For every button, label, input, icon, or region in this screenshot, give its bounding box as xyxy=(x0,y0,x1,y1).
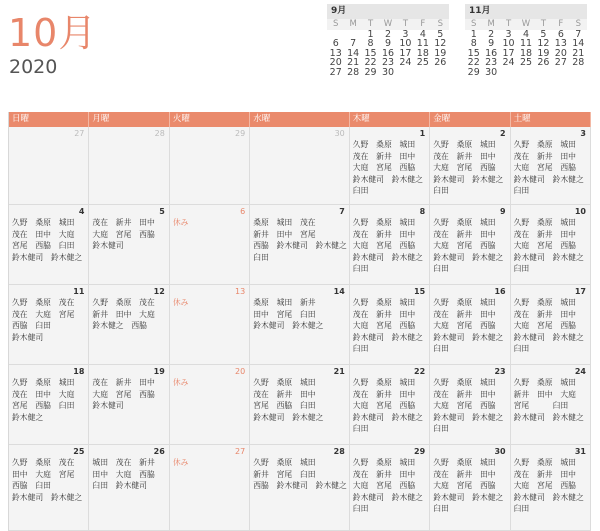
mini-calendar-day[interactable]: 26 xyxy=(537,57,550,69)
mini-calendar-day[interactable]: 11 xyxy=(416,38,429,50)
day-cell[interactable] xyxy=(9,205,89,285)
event-line[interactable]: 久野 桑原 城田 xyxy=(352,458,416,467)
event-line[interactable]: 大庭 宮尾 西脇 xyxy=(352,163,416,173)
event-line[interactable]: 宮尾 西脇 臼田 xyxy=(12,241,75,251)
event-line[interactable]: 久野 桑原 城田 xyxy=(433,458,496,467)
event-line[interactable]: 鈴木健司 鈴木健之 xyxy=(513,412,584,422)
mini-calendar-day[interactable]: 7 xyxy=(350,38,357,50)
event-line[interactable]: 鈴木健司 鈴木健之 xyxy=(253,412,324,422)
day-number: 26 xyxy=(153,447,165,456)
mini-calendar-day[interactable]: 28 xyxy=(572,57,585,69)
event-line[interactable]: 臼田 xyxy=(352,424,369,434)
day-number: 30 xyxy=(334,129,345,138)
day-cell[interactable] xyxy=(250,285,350,365)
mini-calendar-day[interactable]: 6 xyxy=(332,38,339,50)
mini-calendar-day xyxy=(500,68,517,78)
day-number: 27 xyxy=(74,129,85,138)
event-line[interactable]: 新井 宮尾 臼田 xyxy=(253,469,316,479)
event-line[interactable]: 鈴木健司 鈴木健之 xyxy=(12,252,83,262)
event-line[interactable]: 鈴木健司 鈴木健之 xyxy=(513,174,584,184)
day-cell[interactable] xyxy=(250,205,350,285)
event-line[interactable]: 大庭 宮尾 西脇 xyxy=(92,229,155,239)
holiday-label[interactable]: 休み xyxy=(172,458,189,467)
day-number: 4 xyxy=(78,207,85,216)
event-line[interactable]: 久野 桑原 城田 xyxy=(12,218,75,227)
day-number: 28 xyxy=(333,447,345,456)
mini-calendar-day[interactable]: 26 xyxy=(434,57,447,69)
event-line[interactable]: 桑原 城田 新井 xyxy=(253,298,316,307)
event-line[interactable]: 鈴木健司 鈴木健之 xyxy=(352,174,423,184)
day-number: 24 xyxy=(574,367,586,376)
mini-calendar-day[interactable]: 17 xyxy=(399,47,412,59)
event-line[interactable]: 茂在 田中 大庭 xyxy=(12,389,75,399)
mini-calendar-grid xyxy=(465,19,587,77)
mini-calendar-day xyxy=(570,68,587,78)
day-cell[interactable] xyxy=(89,205,169,285)
holiday-label[interactable]: 休み xyxy=(172,298,189,307)
day-number: 25 xyxy=(73,447,85,456)
mini-calendar-grid xyxy=(327,19,449,77)
event-line[interactable]: 臼田 xyxy=(433,504,449,514)
day-number: 8 xyxy=(419,207,426,216)
event-line[interactable]: 鈴木健之 xyxy=(12,412,44,422)
day-number: 22 xyxy=(414,367,426,376)
mini-calendar-day xyxy=(432,68,449,78)
event-line[interactable]: 新井 田中 宮尾 xyxy=(253,229,316,239)
day-number: 23 xyxy=(494,367,506,376)
day-cell[interactable] xyxy=(430,365,510,445)
mini-calendar-day[interactable]: 19 xyxy=(434,47,447,59)
event-line[interactable]: 茂在 新井 田中 xyxy=(92,378,155,387)
event-line[interactable]: 久野 桑原 城田 xyxy=(12,378,75,387)
mini-calendar-label: 11月 xyxy=(465,4,587,19)
event-line[interactable]: 西脇 鈴木健司 鈴木健之 xyxy=(253,241,347,251)
event-line[interactable]: 茂在 大庭 宮尾 xyxy=(12,309,75,319)
event-line[interactable]: 臼田 xyxy=(253,252,269,262)
month-title: 10月 xyxy=(8,11,98,55)
event-line[interactable]: 久野 桑原 城田 xyxy=(433,140,496,149)
mini-calendar-day[interactable]: 29 xyxy=(364,66,377,78)
weekday-header: 木曜 xyxy=(350,112,430,127)
mini-calendar-day[interactable]: 4 xyxy=(419,28,426,40)
event-line[interactable]: 茂在 新井 田中 xyxy=(513,469,576,479)
event-line[interactable]: 鈴木健司 鈴木健之 xyxy=(253,321,324,331)
event-line[interactable]: 鈴木健司 鈴木健之 xyxy=(433,492,504,502)
day-cell[interactable] xyxy=(89,127,169,205)
event-line[interactable]: 鈴木健司 鈴木健之 xyxy=(513,332,584,342)
mini-calendar-day[interactable]: 17 xyxy=(502,47,515,59)
weekday-header: 火曜 xyxy=(170,112,250,127)
mini-calendar-day[interactable]: 30 xyxy=(485,66,498,78)
event-line[interactable]: 大庭 宮尾 西脇 xyxy=(433,481,496,491)
mini-calendar-day[interactable]: 25 xyxy=(519,57,533,69)
mini-calendar-1[interactable] xyxy=(465,4,587,77)
mini-calendar-label: 9月 xyxy=(327,4,449,19)
mini-calendar-day[interactable]: 27 xyxy=(554,57,567,69)
mini-calendar-weekday: S xyxy=(327,19,344,30)
event-line[interactable]: 臼田 xyxy=(352,504,369,514)
day-number: 7 xyxy=(339,207,345,216)
event-line[interactable]: 鈴木健司 鈴木健之 xyxy=(352,252,423,262)
event-line[interactable]: 茂在 田中 大庭 xyxy=(12,229,75,239)
event-line[interactable]: 鈴木健司 xyxy=(92,241,124,251)
day-number: 16 xyxy=(494,287,506,296)
mini-calendar-weekday: S xyxy=(465,19,482,30)
event-line[interactable]: 臼田 xyxy=(513,264,530,274)
mini-calendar-day[interactable]: 13 xyxy=(554,38,567,50)
event-line[interactable]: 大庭 宮尾 西脇 xyxy=(513,241,576,251)
event-line[interactable]: 鈴木健司 鈴木健之 xyxy=(513,252,584,262)
day-cell[interactable] xyxy=(350,445,430,531)
mini-calendar-day[interactable]: 2 xyxy=(488,28,495,40)
mini-calendar-day[interactable]: 18 xyxy=(519,47,533,59)
day-cell[interactable] xyxy=(250,445,350,531)
event-line[interactable]: 大庭 宮尾 西脇 xyxy=(513,163,576,173)
mini-calendar-day xyxy=(397,68,414,78)
day-number: 28 xyxy=(154,129,165,138)
mini-calendar-day[interactable]: 20 xyxy=(554,47,567,59)
event-line[interactable]: 久野 桑原 城田 xyxy=(253,378,316,387)
event-line[interactable]: 鈴木健司 鈴木健之 xyxy=(513,492,584,502)
event-line[interactable]: 宮尾 西脇 臼田 xyxy=(253,401,316,411)
mini-calendar-day[interactable]: 12 xyxy=(537,38,550,50)
day-number: 19 xyxy=(153,367,165,376)
holiday-label[interactable]: 休み xyxy=(172,378,189,387)
event-line[interactable]: 大庭 宮尾 西脇 xyxy=(433,163,496,173)
event-line[interactable]: 鈴木健司 鈴木健之 xyxy=(12,492,83,502)
mini-calendar-day[interactable]: 23 xyxy=(485,57,498,69)
event-line[interactable]: 久野 桑原 城田 xyxy=(513,458,576,467)
day-cell[interactable] xyxy=(170,445,250,531)
mini-calendar-day xyxy=(535,68,552,78)
day-number: 13 xyxy=(235,287,246,296)
event-line[interactable]: 茂在 新井 田中 xyxy=(352,151,416,161)
event-line[interactable]: 久野 桑原 城田 xyxy=(433,298,496,307)
mini-calendar-0[interactable] xyxy=(327,4,449,77)
event-line[interactable]: 大庭 宮尾 西脇 xyxy=(433,401,496,411)
event-line[interactable]: 大庭 宮尾 西脇 xyxy=(433,241,496,251)
event-line[interactable]: 臼田 xyxy=(352,264,369,274)
day-cell[interactable] xyxy=(430,445,510,531)
event-line[interactable]: 鈴木健司 鈴木健之 xyxy=(352,412,423,422)
event-line[interactable]: 茂在 新井 田中 xyxy=(433,389,496,399)
mini-calendar-day[interactable]: 9 xyxy=(384,38,392,50)
day-cell[interactable] xyxy=(511,445,591,531)
mini-calendar-day[interactable]: 6 xyxy=(557,28,564,40)
event-line[interactable]: 久野 桑原 城田 xyxy=(253,458,316,467)
day-number: 1 xyxy=(419,129,426,138)
event-line[interactable]: 大庭 宮尾 西脇 xyxy=(352,401,416,411)
day-cell[interactable] xyxy=(350,127,430,205)
day-number: 14 xyxy=(333,287,345,296)
mini-calendar-weekday: M xyxy=(482,19,499,30)
mini-calendar-day xyxy=(552,68,569,78)
mini-calendar-day[interactable]: 27 xyxy=(329,66,342,78)
mini-calendar-day[interactable]: 3 xyxy=(402,28,409,40)
mini-calendar-weekday: S xyxy=(570,19,587,30)
event-line[interactable]: 大庭 宮尾 西脇 xyxy=(352,241,416,251)
mini-calendar-weekday: M xyxy=(344,19,361,30)
weekday-header: 金曜 xyxy=(430,112,510,127)
event-line[interactable]: 茂在 新井 田中 xyxy=(513,151,576,161)
event-line[interactable]: 鈴木健司 鈴木健之 xyxy=(433,332,504,342)
event-line[interactable]: 田中 大庭 西脇 xyxy=(92,469,155,479)
event-line[interactable]: 臼田 xyxy=(513,186,530,196)
mini-calendar-day[interactable]: 3 xyxy=(505,28,512,40)
mini-calendar-day[interactable]: 16 xyxy=(381,47,395,59)
event-line[interactable]: 久野 桑原 城田 xyxy=(513,378,576,387)
day-cell[interactable] xyxy=(9,127,89,205)
day-cell[interactable] xyxy=(430,205,510,285)
mini-calendar-day[interactable]: 7 xyxy=(575,28,582,40)
day-number: 18 xyxy=(73,367,85,376)
mini-calendar-day[interactable]: 29 xyxy=(467,66,480,78)
event-line[interactable]: 新井 田中 大庭 xyxy=(513,389,576,399)
day-cell[interactable] xyxy=(511,365,591,445)
mini-calendar-weekday: F xyxy=(552,19,569,30)
day-cell[interactable] xyxy=(89,285,169,365)
month-calendar-grid xyxy=(8,112,591,531)
mini-calendar-day[interactable]: 22 xyxy=(364,57,377,69)
event-line[interactable]: 久野 桑原 城田 xyxy=(513,218,576,227)
mini-calendar-day[interactable]: 16 xyxy=(485,47,498,59)
day-cell[interactable] xyxy=(350,205,430,285)
event-line[interactable]: 茂在 新井 田中 xyxy=(352,389,416,399)
event-line[interactable]: 鈴木健司 xyxy=(12,332,44,342)
mini-calendar-weekday: T xyxy=(535,19,552,30)
mini-calendar-day[interactable]: 15 xyxy=(467,47,480,59)
mini-calendar-weekday: F xyxy=(414,19,431,30)
event-line[interactable]: 久野 桑原 城田 xyxy=(513,140,576,149)
event-line[interactable]: 田中 大庭 宮尾 xyxy=(12,469,75,479)
event-line[interactable]: 臼田 鈴木健司 xyxy=(92,481,147,491)
event-line[interactable]: 新井 田中 大庭 xyxy=(92,309,155,319)
mini-calendar-day[interactable]: 30 xyxy=(381,66,395,78)
event-line[interactable]: 大庭 宮尾 西脇 xyxy=(352,321,416,331)
day-cell[interactable] xyxy=(250,127,350,205)
day-cell[interactable] xyxy=(89,365,169,445)
event-line[interactable]: 臼田 xyxy=(513,344,530,354)
holiday-label[interactable]: 休み xyxy=(172,218,189,227)
mini-calendar-day[interactable]: 1 xyxy=(470,28,477,40)
mini-calendar-day[interactable]: 10 xyxy=(399,38,412,50)
event-line[interactable]: 久野 桑原 城田 xyxy=(352,378,416,387)
mini-calendar-weekday: S xyxy=(432,19,449,30)
event-line[interactable]: 茂在 新井 田中 xyxy=(253,389,316,399)
event-line[interactable]: 茂在 新井 田中 xyxy=(352,309,416,319)
weekday-header: 土曜 xyxy=(511,112,591,127)
event-line[interactable]: 久野 桑原 城田 xyxy=(433,378,496,387)
day-number: 17 xyxy=(574,287,586,296)
day-cell[interactable] xyxy=(250,365,350,445)
mini-calendar-day[interactable]: 14 xyxy=(347,47,360,59)
day-cell[interactable] xyxy=(430,127,510,205)
event-line[interactable]: 田中 宮尾 臼田 xyxy=(253,309,316,319)
event-line[interactable]: 鈴木健司 鈴木健之 xyxy=(433,174,504,184)
event-line[interactable]: 臼田 xyxy=(352,186,369,196)
mini-calendar-day[interactable]: 2 xyxy=(384,28,392,40)
mini-calendar-day[interactable]: 14 xyxy=(572,38,585,50)
event-line[interactable]: 茂在 新井 田中 xyxy=(433,309,496,319)
mini-calendar-day[interactable]: 20 xyxy=(329,57,342,69)
event-line[interactable]: 久野 桑原 茂在 xyxy=(12,298,75,307)
event-line[interactable]: 鈴木健司 鈴木健之 xyxy=(433,412,504,422)
day-cell[interactable] xyxy=(89,445,169,531)
day-number: 9 xyxy=(500,207,506,216)
event-line[interactable]: 茂在 新井 田中 xyxy=(513,229,576,239)
mini-calendar-day[interactable]: 5 xyxy=(437,28,444,40)
mini-calendar-day[interactable]: 25 xyxy=(416,57,429,69)
event-line[interactable]: 西脇 鈴木健司 鈴木健之 xyxy=(253,481,347,491)
event-line[interactable]: 鈴木健司 xyxy=(92,401,124,411)
mini-calendar-day xyxy=(517,68,534,78)
event-line[interactable]: 大庭 宮尾 西脇 xyxy=(433,321,496,331)
event-line[interactable]: 鈴木健司 鈴木健之 xyxy=(352,492,423,502)
day-cell[interactable] xyxy=(170,205,250,285)
event-line[interactable]: 久野 桑原 城田 xyxy=(352,298,416,307)
event-line[interactable]: 茂在 新井 田中 xyxy=(352,229,416,239)
event-line[interactable]: 大庭 宮尾 西脇 xyxy=(92,389,155,399)
day-cell[interactable] xyxy=(9,365,89,445)
day-number: 5 xyxy=(159,207,165,216)
event-line[interactable]: 臼田 xyxy=(433,186,449,196)
weekday-header: 日曜 xyxy=(9,112,89,127)
mini-calendar-day[interactable]: 1 xyxy=(367,28,374,40)
event-line[interactable]: 臼田 xyxy=(433,344,449,354)
mini-calendar-day[interactable]: 8 xyxy=(367,38,374,50)
day-cell[interactable] xyxy=(170,365,250,445)
mini-calendar-day[interactable]: 8 xyxy=(470,38,477,50)
mini-calendar-day[interactable]: 10 xyxy=(502,38,515,50)
mini-calendar-day[interactable]: 23 xyxy=(381,57,395,69)
event-line[interactable]: 久野 桑原 茂在 xyxy=(92,298,155,307)
day-cell[interactable] xyxy=(511,205,591,285)
day-number: 6 xyxy=(240,207,246,216)
event-line[interactable]: 鈴木健之 西脇 xyxy=(92,321,147,331)
event-line[interactable]: 大庭 宮尾 西脇 xyxy=(352,481,416,491)
day-number: 12 xyxy=(153,287,165,296)
mini-calendar-day[interactable]: 4 xyxy=(522,28,530,40)
mini-calendar-weekday: T xyxy=(362,19,379,30)
event-line[interactable]: 大庭 宮尾 西脇 xyxy=(513,321,576,331)
mini-calendar-day[interactable]: 9 xyxy=(488,38,495,50)
mini-calendar-day[interactable]: 24 xyxy=(399,57,412,69)
mini-calendar-day[interactable]: 22 xyxy=(467,57,480,69)
event-line[interactable]: 鈴木健司 鈴木健之 xyxy=(433,252,504,262)
event-line[interactable]: 茂在 新井 田中 xyxy=(433,151,496,161)
mini-calendar-day[interactable]: 21 xyxy=(347,57,360,69)
event-line[interactable]: 臼田 xyxy=(513,504,530,514)
event-line[interactable]: 久野 桑原 城田 xyxy=(433,218,496,227)
day-cell[interactable] xyxy=(511,285,591,365)
event-line[interactable]: 城田 茂在 新井 xyxy=(92,458,155,467)
event-line[interactable]: 茂在 新井 田中 xyxy=(513,309,576,319)
mini-calendar-weekday: T xyxy=(500,19,517,30)
mini-calendar-day[interactable]: 15 xyxy=(364,47,377,59)
event-line[interactable]: 久野 桑原 茂在 xyxy=(12,458,75,467)
event-line[interactable]: 久野 桑原 城田 xyxy=(352,218,416,227)
mini-calendar-day[interactable]: 21 xyxy=(572,47,585,59)
day-cell[interactable] xyxy=(9,285,89,365)
mini-calendar-day[interactable]: 24 xyxy=(502,57,515,69)
event-line[interactable]: 西脇 臼田 xyxy=(12,481,51,491)
weekday-header: 月曜 xyxy=(89,112,169,127)
mini-calendar-day[interactable]: 18 xyxy=(416,47,429,59)
day-cell[interactable] xyxy=(350,285,430,365)
mini-calendar-day[interactable]: 11 xyxy=(519,38,533,50)
day-cell[interactable] xyxy=(350,365,430,445)
mini-calendar-weekday: W xyxy=(379,19,396,30)
day-number: 21 xyxy=(333,367,345,376)
day-number: 29 xyxy=(414,447,426,456)
mini-calendar-day[interactable]: 13 xyxy=(329,47,342,59)
day-number: 29 xyxy=(235,129,246,138)
event-line[interactable]: 茂在 新井 田中 xyxy=(433,469,496,479)
mini-calendar-day xyxy=(414,68,431,78)
day-number: 31 xyxy=(574,447,586,456)
day-number: 27 xyxy=(235,447,246,456)
event-line[interactable]: 茂在 新井 田中 xyxy=(352,469,416,479)
event-line[interactable]: 久野 桑原 城田 xyxy=(513,298,576,307)
day-cell[interactable] xyxy=(170,127,250,205)
day-cell[interactable] xyxy=(511,127,591,205)
year-title: 2020 xyxy=(9,56,58,78)
mini-calendar-day[interactable]: 28 xyxy=(347,66,360,78)
event-line[interactable]: 茂在 新井 田中 xyxy=(92,218,155,227)
event-line[interactable]: 西脇 臼田 xyxy=(12,321,51,331)
day-number: 10 xyxy=(574,207,586,216)
mini-calendar-day[interactable]: 12 xyxy=(434,38,447,50)
day-number: 2 xyxy=(500,129,506,138)
day-number: 20 xyxy=(235,367,246,376)
event-line[interactable]: 久野 桑原 城田 xyxy=(352,140,416,149)
mini-calendar-day[interactable]: 5 xyxy=(540,28,547,40)
day-number: 3 xyxy=(580,129,586,138)
event-line[interactable]: 鈴木健司 鈴木健之 xyxy=(352,332,423,342)
mini-calendar-day[interactable]: 19 xyxy=(537,47,550,59)
mini-calendar-weekday: T xyxy=(397,19,414,30)
day-number: 11 xyxy=(73,287,85,296)
weekday-header: 水曜 xyxy=(250,112,350,127)
event-line[interactable]: 臼田 xyxy=(352,344,369,354)
event-line[interactable]: 臼田 xyxy=(433,424,449,434)
day-cell[interactable] xyxy=(170,285,250,365)
mini-calendar-weekday: W xyxy=(517,19,534,30)
event-line[interactable]: 宮尾 西脇 臼田 xyxy=(12,401,75,411)
event-line[interactable]: 桑原 城田 茂在 xyxy=(253,218,316,227)
day-number: 15 xyxy=(414,287,426,296)
day-number: 30 xyxy=(494,447,506,456)
event-line[interactable]: 大庭 宮尾 西脇 xyxy=(513,481,576,491)
event-line[interactable]: 茂在 新井 田中 xyxy=(433,229,496,239)
event-line[interactable]: 宮尾 臼田 xyxy=(513,401,569,411)
event-line[interactable]: 臼田 xyxy=(433,264,449,274)
day-cell[interactable] xyxy=(9,445,89,531)
day-cell[interactable] xyxy=(430,285,510,365)
